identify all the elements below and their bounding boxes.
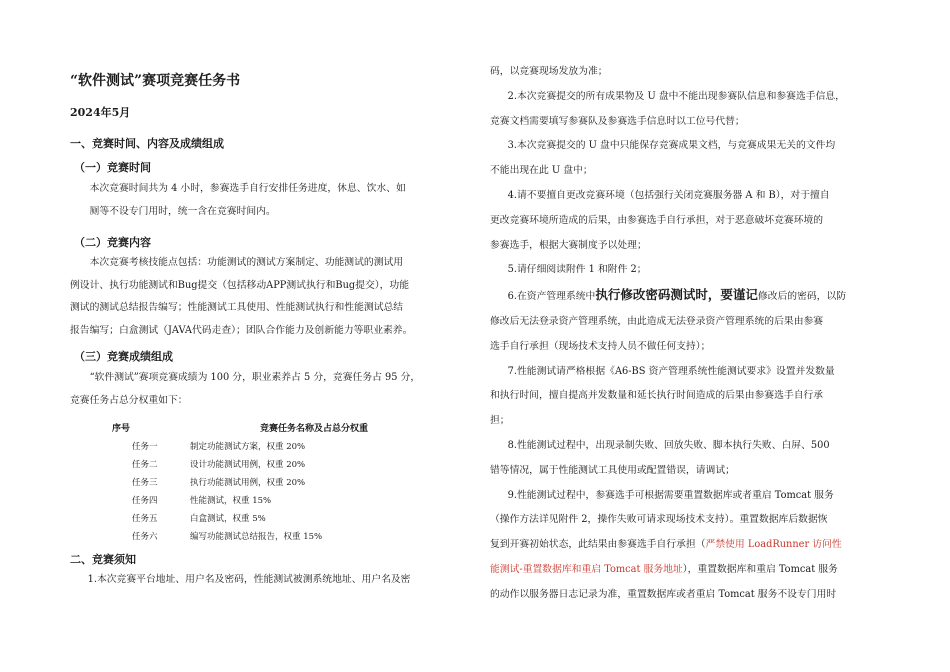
bold-emphasis: 要谨记 xyxy=(720,287,758,303)
text-line: 错等情况，属于性能测试工具使用或配置错误，请调试； xyxy=(490,464,735,476)
text-run: 修改后的密码，以防 xyxy=(757,291,847,303)
table-cell: 任务二 xyxy=(132,460,158,470)
table-cell: 性能测试，权重 15% xyxy=(190,496,272,506)
text-line: “软件测试”赛项竞赛成绩为 100 分，职业素养占 5 分，竞赛任务占 95 分， xyxy=(89,372,421,383)
notices-list xyxy=(490,60,890,608)
text-line: （操作方法详见附件 2，操作失败可请求现场技术支持）。重置数据库后数据恢 xyxy=(490,514,828,526)
table-cell: 执行功能测试用例，权重 20% xyxy=(190,478,306,488)
text-line: 不能出现在此 U 盘中； xyxy=(490,165,593,177)
task-weight-table xyxy=(70,421,470,545)
column-header: 序号 xyxy=(112,424,131,434)
table-cell: 任务五 xyxy=(132,514,158,524)
table-row xyxy=(70,494,470,511)
document-title: “软件测试”赛项竞赛任务书 xyxy=(70,73,241,89)
notice-item-5: 5.请仔细阅读附件 1 和附件 2； xyxy=(507,264,647,276)
text-line: 本次竞赛时间共为 4 小时，参赛选手自行安排任务进度，休息、饮水、如 xyxy=(89,183,406,194)
notice-item-9: 9.性能测试过程中，参赛选手可根据需要重置数据库或者重启 Tomcat 服务 xyxy=(507,489,834,501)
text-run: ， xyxy=(707,287,721,303)
text-line: 的动作以服务器日志记录为准，重置数据库或者重启 Tomcat 服务不设专门用时 xyxy=(490,588,837,600)
text-line: 选手自行承担（现场技术支持人员不做任何支持）； xyxy=(490,340,711,352)
text-line xyxy=(490,533,890,558)
section-heading-1: 一、竞赛时间、内容及成绩组成 xyxy=(70,137,224,150)
notice-item-4: 4.请不要擅自更改竞赛环境（包括强行关闭竞赛服务器 A 和 B），对于擅自 xyxy=(507,189,830,201)
text-line: 本次竞赛考核技能点包括：功能测试的测试方案制定、功能测试的测试用 xyxy=(89,257,404,268)
table-cell: 任务三 xyxy=(132,478,158,488)
text-line: 竞赛文档需要填写参赛队及参赛选手信息时以工位号代替； xyxy=(490,115,745,127)
paragraph-score-composition xyxy=(70,367,470,412)
notice-item-6 xyxy=(490,283,890,310)
table-cell: 制定功能测试方案，权重 20% xyxy=(190,442,306,452)
text-run: 复到开赛初始状态，此结果由参赛选手自行承担（ xyxy=(490,539,706,551)
text-run: 6.在资产管理系统中 xyxy=(507,291,596,303)
text-line: 报告编写；白盒测试（JAVA代码走查）；团队合作能力及创新能力等职业素养。 xyxy=(70,324,413,336)
table-cell: 任务一 xyxy=(132,442,158,452)
text-line xyxy=(490,558,890,583)
text-line: 1.本次竞赛平台地址、用户名及密码，性能测试被测系统地址、用户名及密 xyxy=(87,574,411,585)
table-cell: 任务六 xyxy=(132,532,158,542)
text-line: 测试的测试总结报告编写；性能测试工具使用、性能测试执行和性能测试总结 xyxy=(70,302,404,314)
text-line: 担； xyxy=(490,415,510,427)
red-warning-text: 严禁使用 LoadRunner 访问性 xyxy=(705,539,842,551)
table-header xyxy=(70,421,470,437)
notice-item-3: 3.本次竞赛提交的 U 盘中只能保存竞赛成果文档，与竞赛成果无关的文件均 xyxy=(507,140,836,152)
document-date: 2024年5月 xyxy=(70,106,131,119)
table-cell: 任务四 xyxy=(132,496,158,506)
table-cell: 设计功能测试用例，权重 20% xyxy=(190,460,306,470)
table-row xyxy=(70,512,470,529)
paragraph-notice-1 xyxy=(70,569,470,592)
table-row xyxy=(70,458,470,475)
column-header: 竞赛任务名称及占总分权重 xyxy=(260,424,369,434)
red-warning-text: 能测试-重置数据库和重启 Tomcat 服务地址 xyxy=(490,563,683,575)
notice-item-8: 8.性能测试过程中，出现录制失败、回放失败、脚本执行失败、白屏、500 xyxy=(507,439,830,451)
text-line: 和执行时间，擅自提高并发数量和延长执行时间造成的后果由参赛选手自行承 xyxy=(490,390,824,402)
table-row xyxy=(70,440,470,457)
text-line: 竞赛任务占总分权重如下： xyxy=(70,394,188,406)
text-line: 修改后无法登录资产管理系统，由此造成无法登录资产管理系统的后果由参赛 xyxy=(490,315,824,327)
text-line: 参赛选手，根据大赛制度予以处理； xyxy=(490,239,647,251)
subsection-heading-time: （一）竞赛时间 xyxy=(74,161,151,174)
text-line: 更改竞赛环境所造成的后果，由参赛选手自行承担，对于恶意破坏竞赛环境的 xyxy=(490,214,824,226)
subsection-heading-content: （二）竞赛内容 xyxy=(74,236,151,249)
table-row xyxy=(70,476,470,493)
table-cell: 白盒测试，权重 5% xyxy=(190,514,266,524)
paragraph-competition-content xyxy=(70,252,470,342)
table-cell: 编写功能测试总结报告，权重 15% xyxy=(190,532,323,542)
text-line: 码，以竞赛现场发放为准； xyxy=(490,66,608,77)
notice-item-2: 2.本次竞赛提交的所有成果物及 U 盘中不能出现参赛队信息和参赛选手信息， xyxy=(507,90,845,102)
section-heading-2: 二、竞赛须知 xyxy=(70,553,136,566)
subsection-heading-score: （三）竞赛成绩组成 xyxy=(74,350,173,363)
text-run: ），重置数据库和重启 Tomcat 服务 xyxy=(682,563,838,575)
table-row xyxy=(70,530,470,547)
paragraph-competition-time xyxy=(70,178,470,223)
text-line: 例设计、执行功能测试和Bug提交（包括移动APP测试执行和Bug提交），功能 xyxy=(70,279,410,291)
bold-emphasis: 执行修改密码测试时 xyxy=(595,287,708,303)
notice-item-7: 7.性能测试请严格根据《A6-BS 资产管理系统性能测试要求》设置并发数量 xyxy=(507,365,835,377)
text-line: 厕等不设专门用时，统一含在竞赛时间内。 xyxy=(89,205,276,217)
